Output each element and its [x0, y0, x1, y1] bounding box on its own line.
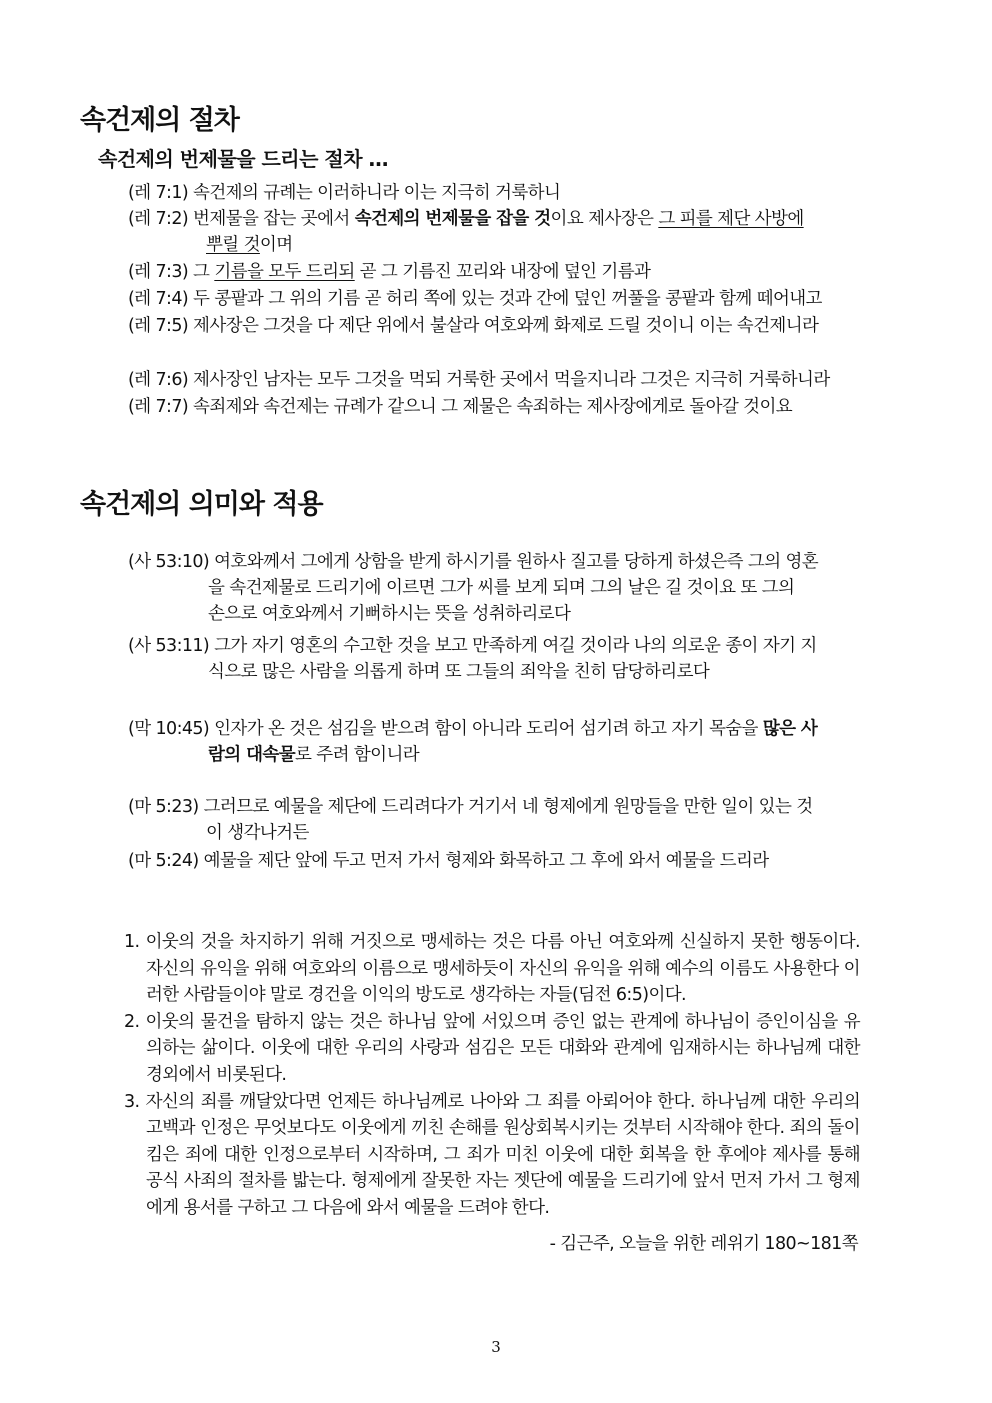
verse-ref: (막 10:45) — [128, 719, 210, 739]
source-citation: - 김근주, 오늘을 위한 레위기 180~181쪽 — [549, 1234, 858, 1254]
page-number: 3 — [491, 1338, 501, 1356]
section-title-procedure: 속건제의 절차 — [80, 105, 239, 136]
verse-ref: (레 7:4) — [128, 289, 189, 309]
verse-ref: (사 53:10) — [128, 552, 210, 572]
verse-text: 여호와께서 그에게 상함을 받게 하시기를 원하사 질고를 당하게 하셨은즉 그의 영혼 — [209, 552, 819, 572]
verse-lev-7-6 — [128, 367, 860, 393]
verse-text: 인자가 온 것은 섬김을 받으려 함이 아니라 도리어 섬기려 하고 자기 목숨을 — [209, 719, 763, 739]
verse-matt-5-24 — [128, 848, 860, 874]
verse-ref: (레 7:7) — [128, 397, 189, 417]
verse-text: 손으로 여호와께서 기뻐하시는 뜻을 성취하리로다 — [208, 604, 571, 624]
verse-text: 곧 그 기름진 꼬리와 내장에 덮인 기름과 — [354, 262, 651, 282]
note-item-3: 3. 자신의 죄를 깨달았다면 언제든 하나님께로 나아와 그 죄를 아뢰어야 한다. 하나님께 대한 우리의 고백과 인정은 무엇보다도 이웃에게 끼친 손해를 원상회복시키는 것부터 시작해야 한다. 죄의 돌이킴은 죄에 대한 인정으로부터 시작하며, 그 죄가 미친 이웃에 대한 회복을 한 후에야 제사를 통해 공식 사죄의 절차를 밟는다. 형제에게 잘못한 자는 젯단에 예물을 드리기에 앞서 먼저 가서 그 형제에게 용서를 구하고 그 다음에 와서 예물을 드려야 한다. — [124, 1091, 860, 1218]
verse-text: 이요 제사장은 — [550, 209, 659, 229]
section-title-meaning: 속건제의 의미와 적용 — [80, 489, 323, 520]
verse-ref: (레 7:2) — [128, 209, 189, 229]
verse-text: 그가 자기 영혼의 수고한 것을 보고 만족하게 여길 것이라 나의 의로운 종이 자기 지 — [209, 636, 817, 656]
verse-matt-5-23 — [128, 794, 860, 846]
verse-lev-7-1 — [128, 180, 860, 206]
verse-text: 식으로 많은 사람을 의롭게 하며 또 그들의 죄악을 친히 담당하리로다 — [208, 662, 710, 682]
verse-isa-53-11 — [128, 633, 860, 685]
verse-lev-7-3 — [128, 259, 860, 285]
verse-mark-10-45 — [128, 716, 860, 768]
verse-lev-7-5 — [128, 313, 860, 339]
note-item-2: 2. 이웃의 물건을 탐하지 않는 것은 하나님 앞에 서있으며 증인 없는 관계에 하나님이 증인이심을 유의하는 삶이다. 이웃에 대한 우리의 사랑과 섬김은 모든 대화와 관계에 임재하시는 하나님께 대한 경외에서 비롯된다. — [124, 1011, 860, 1085]
verse-text: 을 속건제물로 드리기에 이르면 그가 씨를 보게 되며 그의 날은 길 것이요 또 그의 — [208, 578, 795, 598]
verse-ref: (사 53:11) — [128, 636, 210, 656]
verse-emphasis: 속건제의 번제물을 잡을 것 — [354, 209, 551, 229]
verse-text: 제사장인 남자는 모두 그것을 먹되 거룩한 곳에서 먹을지니라 그것은 지극히 거룩하니라 — [188, 370, 830, 390]
verse-text: 속건제의 규례는 이러하니라 이는 지극히 거룩하니 — [188, 183, 561, 203]
notes-list — [124, 929, 860, 1222]
verse-emphasis: 많은 사 — [762, 719, 818, 739]
verse-text: 이며 — [259, 235, 293, 255]
verse-text: 두 콩팥과 그 위의 기름 곧 허리 쪽에 있는 것과 간에 덮인 꺼풀을 콩팥과 함께 떼어내고 — [188, 289, 822, 309]
verse-lev-7-4 — [128, 286, 868, 312]
verse-ref: (레 7:5) — [128, 316, 189, 336]
verse-underline: 뿌릴 것 — [206, 235, 260, 255]
verse-text: 그러므로 예물을 제단에 드리려다가 거기서 네 형제에게 원망들을 만한 일이 있는 것 — [198, 797, 813, 817]
verse-ref: (마 5:24) — [128, 851, 199, 871]
verse-text: 제사장은 그것을 다 제단 위에서 불살라 여호와께 화제로 드릴 것이니 이는 속건제니라 — [188, 316, 819, 336]
verse-ref: (레 7:1) — [128, 183, 189, 203]
subsection-title-burnt-offering: 속건제의 번제물을 드리는 절차 … — [98, 147, 389, 171]
verse-text: 번제물을 잡는 곳에서 — [188, 209, 355, 229]
note-item-1: 1. 이웃의 것을 차지하기 위해 거짓으로 맹세하는 것은 다름 아닌 여호와께 신실하지 못한 행동이다. 자신의 유익을 위해 여호와의 이름으로 맹세하듯이 자신의 유익을 위해 예수의 이름도 사용한다 이러한 사람들이야 말로 경건을 이익의 방도로 생각하는 자들(딤전 6:5)이다. — [124, 932, 860, 1006]
verse-text: 예물을 제단 앞에 두고 먼저 가서 형제와 화목하고 그 후에 와서 예물을 드리라 — [198, 851, 769, 871]
verse-text: 속죄제와 속건제는 규례가 같으니 그 제물은 속죄하는 제사장에게로 돌아갈 것이요 — [188, 397, 793, 417]
verse-emphasis: 람의 대속물 — [208, 745, 296, 765]
verse-ref: (레 7:6) — [128, 370, 189, 390]
verse-ref: (레 7:3) — [128, 262, 189, 282]
verse-isa-53-10 — [128, 549, 860, 627]
verse-ref: (마 5:23) — [128, 797, 199, 817]
verse-text: 그 — [188, 262, 215, 282]
verse-text: 이 생각나거든 — [206, 823, 309, 843]
verse-underline: 기름을 모두 드리되 — [214, 262, 355, 282]
verse-underline: 그 피를 제단 사방에 — [658, 209, 804, 229]
verse-text: 로 주려 함이니라 — [295, 745, 420, 765]
verse-lev-7-2 — [128, 206, 860, 258]
verse-lev-7-7 — [128, 394, 860, 420]
